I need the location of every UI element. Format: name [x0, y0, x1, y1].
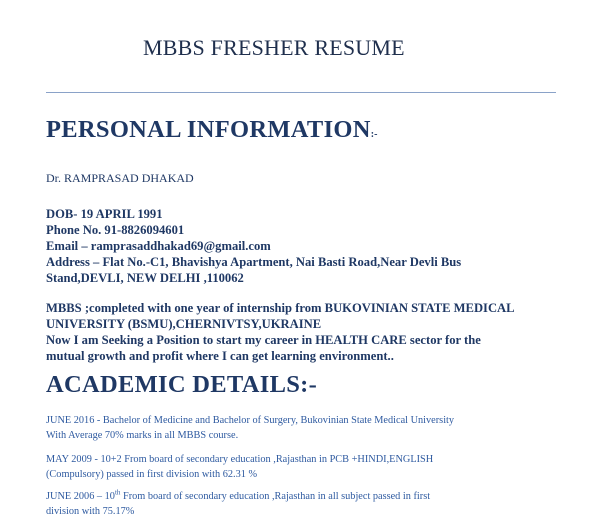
address-line-2: Stand,DEVLI, NEW DELHI ,110062	[46, 271, 244, 285]
address-line-1: Address – Flat No.-C1, Bhavishya Apartment, Nai Basti Road,Near Devli Bus	[46, 255, 462, 269]
academic-entry-3-line-1	[46, 489, 430, 504]
academic-entry-2-line-2: (Compulsory) passed in first division with 62.31 %	[46, 469, 258, 480]
academic-details-heading: ACADEMIC DETAILS:-	[46, 371, 318, 398]
academic-entry-2-line-1: MAY 2009 - 10+2 From board of secondary education ,Rajasthan in PCB +HINDI,ENGLISH	[46, 454, 434, 465]
title-divider	[46, 92, 556, 93]
personal-information-heading	[46, 116, 377, 144]
academic-entry-3-prefix: JUNE 2006 – 10	[46, 491, 115, 502]
summary-line-2: UNIVERSITY (BSMU),CHERNIVTSY,UKRAINE	[46, 317, 322, 331]
academic-entry-3-superscript: th	[114, 488, 121, 497]
academic-entry-1-line-2: With Average 70% marks in all MBBS course.	[46, 430, 239, 441]
date-of-birth: DOB- 19 APRIL 1991	[46, 207, 163, 221]
personal-heading-suffix: :-	[370, 129, 378, 140]
candidate-name: Dr. RAMPRASAD DHAKAD	[46, 171, 194, 185]
academic-entry-1-line-1: JUNE 2016 - Bachelor of Medicine and Bachelor of Surgery, Bukovinian State Medical University	[46, 415, 455, 426]
academic-entry-3-rest: From board of secondary education ,Rajasthan in all subject passed in first	[120, 491, 431, 502]
document-title: MBBS FRESHER RESUME	[143, 35, 405, 60]
email-address: Email – ramprasaddhakad69@gmail.com	[46, 239, 271, 253]
objective-line-1: Now I am Seeking a Position to start my career in HEALTH CARE sector for the	[46, 333, 481, 347]
phone-number: Phone No. 91-8826094601	[46, 223, 185, 237]
personal-heading-text: PERSONAL INFORMATION	[46, 116, 371, 143]
summary-line-1: MBBS ;completed with one year of internship from BUKOVINIAN STATE MEDICAL	[46, 301, 515, 315]
objective-line-2: mutual growth and profit where I can get learning environment..	[46, 349, 394, 363]
academic-entry-3-line-2: division with 75.17%	[46, 506, 135, 517]
